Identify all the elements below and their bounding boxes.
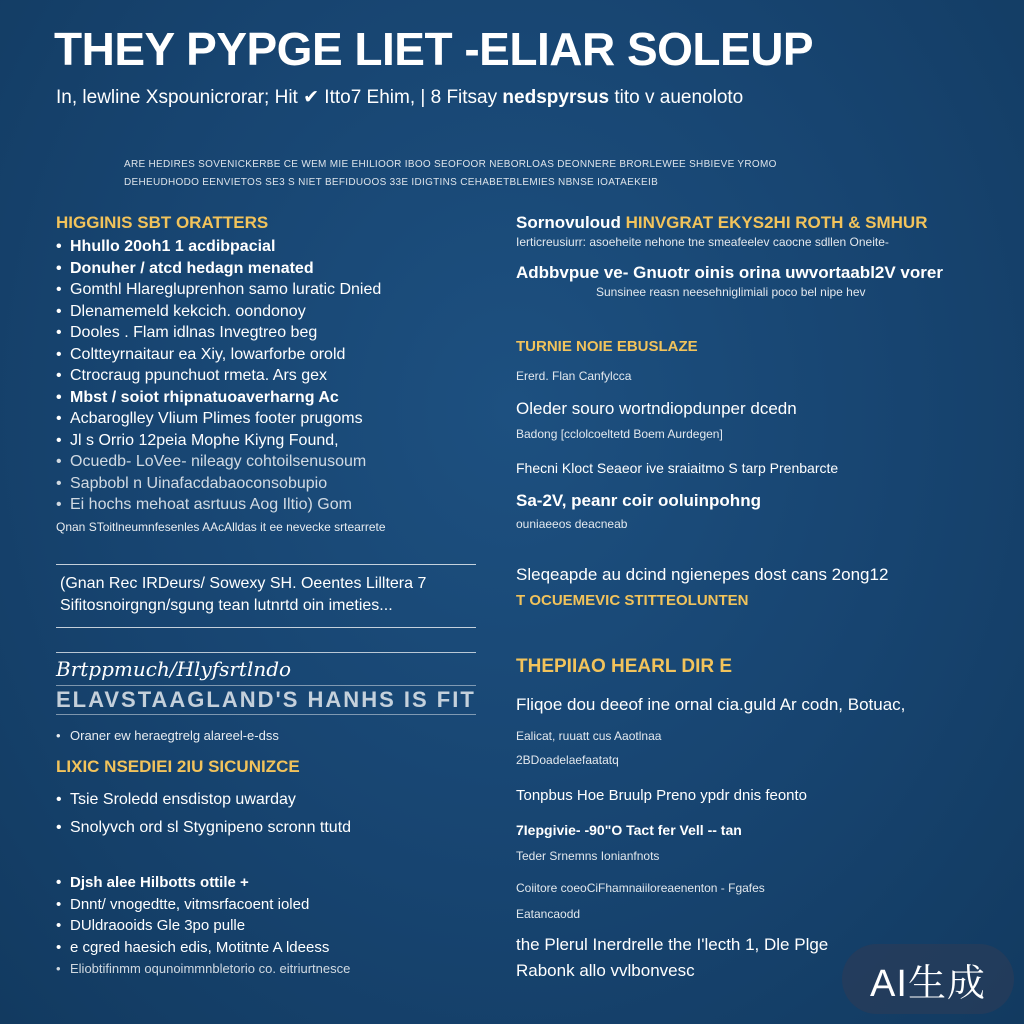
box-line: (Gnan Rec IRDeurs/ Sowexy SH. Oeentes Lilltera 7 [60, 574, 427, 592]
right-line-2-small: Sunsinee reasn neesehniglimiali poco bel nipe hev [596, 285, 866, 299]
list-item: • Donuher / atcd hedagn menated [56, 258, 476, 280]
right-mid-2: Tonpbus Hoe Bruulp Preno ypdr dnis feonto [516, 787, 808, 804]
right-line-5: Sleqeapde au dcind ngienepes dost cans 2ong12 [516, 565, 889, 584]
right-line-6: Fliqoe dou deeof ine ornal cia.guld Ar codn, Botuac, [516, 695, 906, 714]
right-heading-1-bold: Sornovuloud [516, 213, 621, 232]
list-item: • Ocuedb- LoVee- nileagy cohtoilsenusoum [56, 451, 476, 473]
list-item: • Snolyvch ord sl Stygnipeno scronn ttutd [56, 814, 476, 842]
subtitle-tail: tito v auenoloto [614, 87, 744, 108]
fine-print-line: DEHEUDHODO EENVIETOS SE3 S NIET BEFIDUOOS 33E IDIGTINS CEHABETBLEMIES NBNSE IOATAEKEIB [124, 177, 659, 188]
subtitle-bold: nedspyrsus [502, 87, 610, 108]
list-item: • Tsie Sroledd ensdistop uwarday [56, 786, 476, 814]
left-script-block [56, 652, 476, 715]
right-small-4: Ealicat, ruuatt cus Aaotlnaa [516, 729, 662, 743]
right-small-6: Teder Srnemns Ionianfnots [516, 849, 660, 863]
list-item: • Dlenamemeld kekcich. oondonoy [56, 301, 476, 323]
subtitle [56, 86, 743, 109]
list-item: • Hhullo 20oh1 1 acdibpacial [56, 236, 476, 258]
list-item: • Ctrocraug ppunchuot rmeta. Ars gex [56, 365, 476, 387]
list-item: • Mbst / soiot rhipnatuoaverharng Ac [56, 387, 476, 409]
left-column [56, 212, 476, 980]
right-gold-1: T OCUEMEVIC STITTEOLUNTEN [516, 592, 749, 609]
page-title: THEY PYPGE LIET -ELIAR SOLEUP [54, 23, 814, 75]
right-heading-1 [516, 212, 976, 234]
list-item: • Acbaroglley Vlium Plimes footer prugoms [56, 408, 476, 430]
fine-print-line: ARE HEDIRES SOVENICKERBE CE WEM MIE EHILIOOR IBOO SEOFOOR NEBORLOAS DEONNERE BRORLEWEE SHBIEVE YROMO [124, 159, 777, 170]
right-line-9: Rabonk allo vvlbonvesc [516, 961, 695, 980]
right-line-8: the Plerul Inerdrelle the I'lecth 1, Dle Plge [516, 935, 829, 954]
list-item: • Oraner ew heraegtrelg alareel-e-dss [56, 725, 476, 747]
right-heading-1-small: Ierticreusiurr: asoeheite nehone tne smeafeelev caocne sdllen Oneite- [516, 235, 889, 249]
left-heading-1: HIGGINIS SBT ORATTERS [56, 213, 269, 232]
list-item: • DUldraooids Gle 3po pulle [56, 915, 476, 937]
list-item: • Coltteyrnaitaur ea Xiy, lowarforbe orold [56, 344, 476, 366]
right-small-2: Badong [cclolcoeltetd Boem Aurdegen] [516, 427, 723, 441]
list-item: • Ei hochs mehoat asrtuus Aog Iltio) Gom [56, 494, 476, 516]
fine-print [124, 156, 924, 192]
list-item: • Sapbobl n Uinafacdabaoconsobupio [56, 473, 476, 495]
left-bullet-list-2 [56, 786, 476, 842]
list-item: • Dooles . Flam idlnas Invegtreo beg [56, 322, 476, 344]
right-heading-2: TURNIE NOIE EBUSLAZE [516, 338, 698, 355]
right-line-2: Adbbvpue ve- Gnuotr oinis orina uwvortaabl2V vorer [516, 263, 943, 282]
right-small-1: Ererd. Flan Canfylcca [516, 369, 632, 383]
right-small-5: 2BDoadelaefaatatq [516, 753, 619, 767]
subtitle-plain: In, lewline Xspounicrorar; Hit ✔ Itto7 Ehim, | 8 Fitsay [56, 87, 498, 108]
ai-generated-badge: AI生成 [842, 944, 1014, 1014]
left-bullet-list-1 [56, 236, 476, 516]
right-column [516, 212, 976, 982]
left-bullet-list-3 [56, 872, 476, 980]
right-heading-3: THEPIIAO HEARL DIR E [516, 656, 733, 677]
distorted-text: ELAVSTAAGLAND'S HANHS IS FIT [56, 685, 476, 715]
list-item: • Djsh alee Hilbotts ottile + [56, 872, 476, 894]
right-line-3: Oleder souro wortndiopdunper dcedn [516, 399, 797, 418]
script-text: Brtppmuch/Hlyfsrtlndo [56, 656, 292, 681]
list-item: • e cgred haesich edis, Motitnte A ldeess [56, 937, 476, 959]
list-item: • Eliobtifinmm oqunoimmnbletorio co. eitriurtnesce [56, 958, 476, 980]
left-fine-note: Qnan SToitlneumnfesenles AAcAlldas it ee nevecke srtearrete [56, 519, 386, 534]
right-line-7: 7Iepgivie- -90"O Tact fer Vell -- tan [516, 822, 742, 838]
box-line: Sifitosnoirgngn/sgung tean lutnrtd oin imeties... [60, 596, 393, 614]
list-item: • Jl s Orrio 12peia Mophe Kiyng Found, [56, 430, 476, 452]
list-item: • Dnnt/ vnogedtte, vitmsrfacoent ioled [56, 894, 476, 916]
right-mid-1: Fhecni Kloct Seaeor ive sraiaitmo S tarp Prenbarcte [516, 460, 839, 476]
right-small-8: Eatancaodd [516, 907, 581, 921]
right-small-3: ouniaeeos deacneab [516, 517, 628, 531]
left-note-list [56, 725, 476, 747]
list-item: • Gomthl Hlaregluprenhon samo luratic Dnied [56, 279, 476, 301]
right-heading-1-gold: HINVGRAT EKYS2HI ROTH & SMHUR [625, 213, 928, 232]
left-boxed-text [56, 564, 476, 628]
left-heading-2: LIXIC NSEDIEI 2IU SICUNIZCE [56, 757, 300, 776]
right-line-4: Sa-2V, peanr coir ooluinpohng [516, 491, 761, 510]
right-small-7: Coiitore coeoCiFhamnaiiloreaenenton - Fgafes [516, 881, 765, 895]
